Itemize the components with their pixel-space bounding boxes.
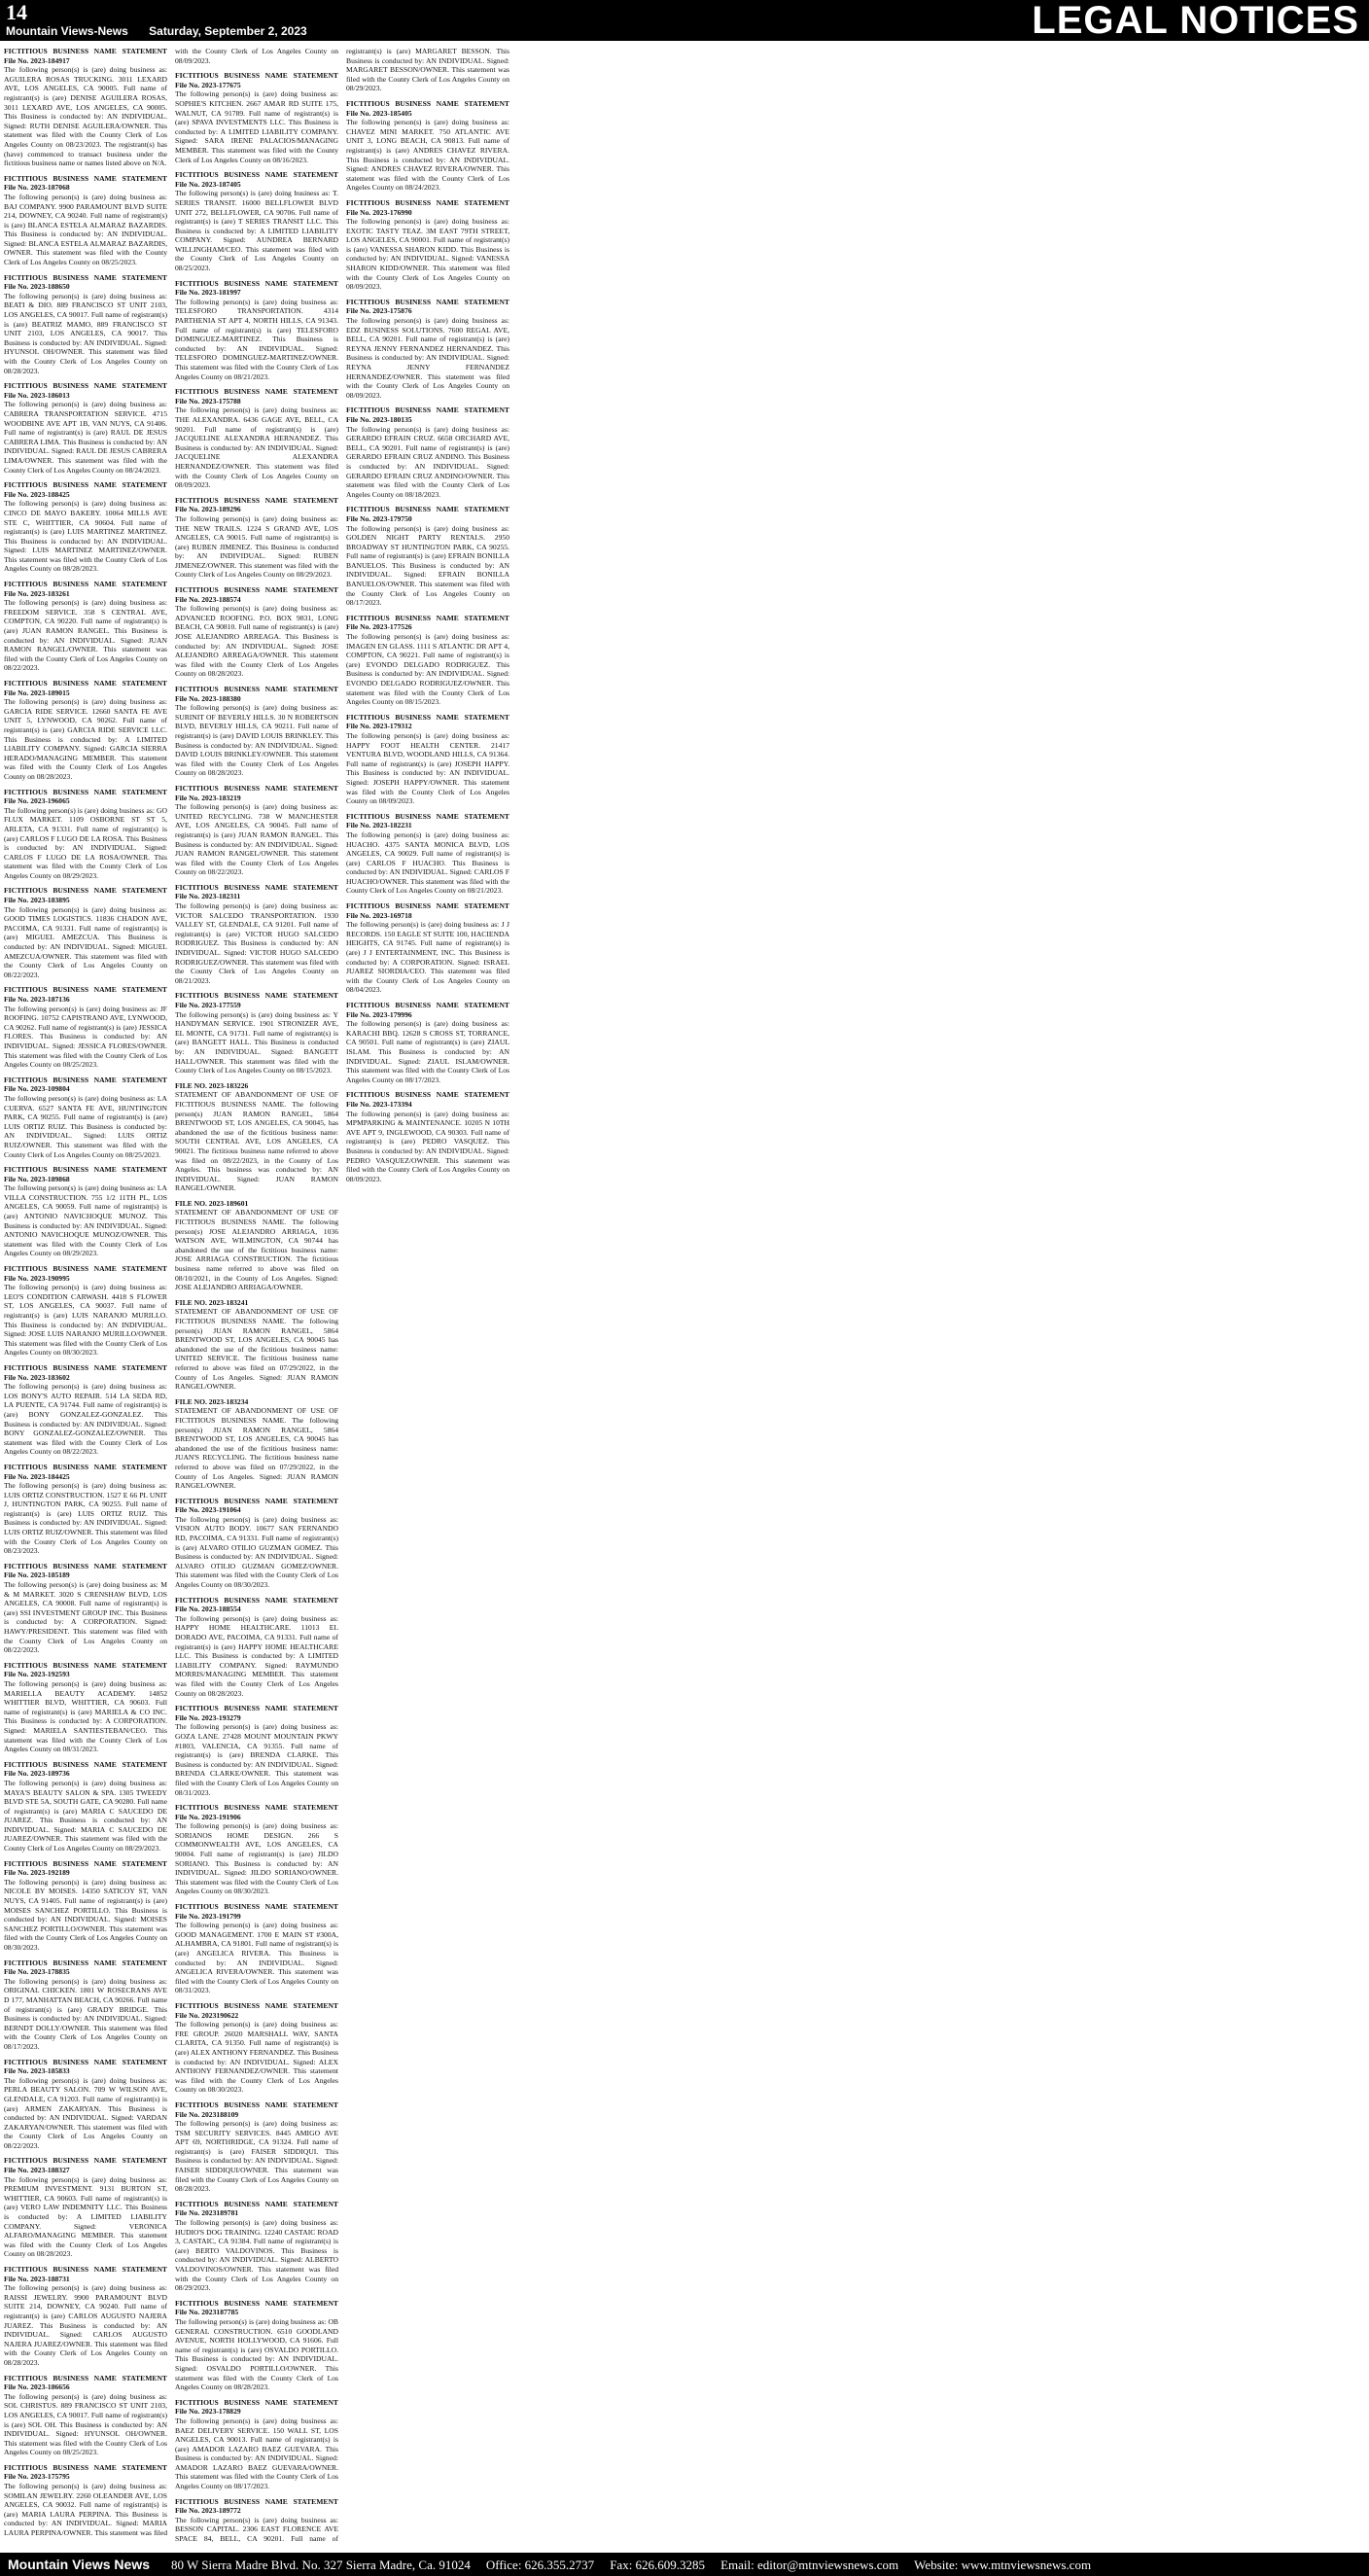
legal-notice <box>346 505 509 608</box>
notice-body: The following person(s) is (are) doing business as: HUACHO. 4375 SANTA MONICA BLVD, LOS ANGELES, CA 90029. Full name of registrant(s) is (are) CARLOS F HUACHO. This Business is conducted by: AN INDIVIDUAL. Signed: CARLOS F HUACHO/OWNER. This statement was filed with the County Clerk of Los Angeles County on 08/21/2023. <box>346 829 509 896</box>
notice-title: FICTITIOUS BUSINESS NAME STATEMENT File No. 2023-178829 <box>175 2397 338 2417</box>
legal-notice <box>4 1264 167 1358</box>
notice-title: FICTITIOUS BUSINESS NAME STATEMENT File No. 2023-175876 <box>346 297 509 316</box>
notice-body: The following person(s) is (are) doing business as: VICTOR SALCEDO TRANSPORTATION. 1930 VALLEY ST, GLENDALE, CA 91201. Full name of registrant(s) is (are) VICTOR HUGO SALCEDO RODRIGUEZ. This Business is conducted by: AN INDIVIDUAL. Signed: VICTOR HUGO SALCEDO RODRIGUEZ/OWNER. This statement was filed with the County Clerk of Los Angeles County on 08/21/2023. <box>175 901 338 985</box>
notice-title: FICTITIOUS BUSINESS NAME STATEMENT File No. 2023-184917 <box>4 47 167 65</box>
page-header <box>0 0 1369 41</box>
notice-body: The following person(s) is (are) doing business as: GOLDEN NIGHT PARTY RENTALS. 2950 BROADWAY ST HUNTINGTON PARK, CA 90255. Full name of registrant(s) is (are) EFRAIN BONILLA BANUELOS. This Business is conducted by: AN INDIVIDUAL. Signed: EFRAIN BONILLA BANUELOS/OWNER. This statement was filed with the County Clerk of Los Angeles County on 08/17/2023. <box>346 523 509 608</box>
notice-body: The following person(s) is (are) doing business as: J J RECORDS. 150 EAGLE ST SUITE 100, HACIENDA HEIGHTS, CA 91745. Full name of registrant(s) is (are) J J ENTERTAINMENT, INC. This Business is conducted by: A CORPORATION. Signed: ISRAEL JUAREZ SIORDIA/CEO. This statement was filed with the County Clerk of Los Angeles County on 08/04/2023. <box>346 920 509 995</box>
notice-title: FILE NO. 2023-183226 <box>175 1080 249 1090</box>
legal-notice <box>4 47 167 168</box>
notice-title: FICTITIOUS BUSINESS NAME STATEMENT File No. 2023-185833 <box>4 2057 167 2076</box>
notice-title: FILE NO. 2023-183234 <box>175 1396 249 1406</box>
legal-notice <box>4 1165 167 1258</box>
notice-body: The following person(s) is (are) doing business as: UNITED RECYCLING. 738 W MANCHESTER AVE, LOS ANGELES, CA 90045. Full name of registrant(s) is (are) JUAN RAMON RANGEL. This Business is conducted by: AN INDIVIDUAL. Signed: JUAN RAMON RANGEL/OWNER. This statement was filed with the County Clerk of Los Angeles County on 08/22/2023. <box>175 802 338 877</box>
legal-notice <box>346 298 509 401</box>
notice-body: The following person(s) is (are) doing business as: ORIGINAL CHICKEN. 1801 W ROSECRANS AVE D 177, MANHATTAN BEACH, CA 90266. Full name of registrant(s) is (are) GRADY BRIDGE. This Business is conducted by: AN INDIVIDUAL. Signed: BERNDT DOLLY/OWNER. This statement was filed with the County Clerk of Los Angeles County on 08/17/2023. <box>4 1976 167 2051</box>
notice-title: FICTITIOUS BUSINESS NAME STATEMENT File No. 2023-196065 <box>4 787 167 806</box>
notice-title: FICTITIOUS BUSINESS NAME STATEMENT File No. 2023-189868 <box>4 1165 167 1183</box>
notice-body: The following person(s) is (are) doing business as: TELESFORO TRANSPORTATION. 4314 PARTHENIA ST APT 4, NORTH HILLS, CA 91343. Full name of registrant(s) is (are) TELESFORO DOMINGUEZ-MARTINEZ. This Business is conducted by: AN INDIVIDUAL. Signed: TELESFORO DOMINGUEZ-MARTINEZ/OWNER. This statement was filed with the County Clerk of Los Angeles County on 08/21/2023. <box>175 297 338 381</box>
legal-notice <box>346 614 509 707</box>
notice-body: The following person(s) is (are) doing business as: GOZA LANE. 27428 MOUNT MOUNTAIN PKWY #1803, VALENCIA, CA 91355. Full name of registrant(s) is (are) BRENDA CLARKE. This Business is conducted by: AN INDIVIDUAL. Signed: BRENDA CLARKE/OWNER. This statement was filed with the County Clerk of Los Angeles County on 08/31/2023. <box>175 1722 338 1797</box>
legal-notice <box>4 886 167 979</box>
legal-notice <box>175 1704 338 1797</box>
notice-title: FICTITIOUS BUSINESS NAME STATEMENT File No. 2023-179750 <box>346 505 509 523</box>
notice-body: The following person(s) is (are) doing business as: M & M MARKET. 3020 S CRENSHAW BLVD, LOS ANGELES, CA 90008. Full name of registrant(s) is (are) SSI INVESTMENT GROUP INC. This Business is conducted by: A CORPORATION. Signed: HAWY/PRESIDENT. This statement was filed with the County Clerk of Los Angeles County on 08/22/2023. <box>4 1580 167 1655</box>
notice-title: FICTITIOUS BUSINESS NAME STATEMENT File No. 2023-177526 <box>346 613 509 632</box>
legal-notice <box>175 1081 338 1193</box>
footer-email[interactable]: Email: editor@mtnviewsnews.com <box>720 2558 899 2572</box>
notice-title: FILE NO. 2023-189601 <box>175 1198 249 1208</box>
notice-title: FICTITIOUS BUSINESS NAME STATEMENT File No. 2023-191906 <box>175 1803 338 1821</box>
notice-body: The following person(s) is (are) doing business as: GOOD TIMES LOGISTICS. 11836 CHADON AVE, PACOIMA, CA 91331. Full name of registrant(s) is (are) MIGUEL AMEZCUA. This Business is conducted by: AN INDIVIDUAL. Signed: MIGUEL AMEZCUA/OWNER. This statement was filed with the County Clerk of Los Angeles County on 08/22/2023. <box>4 904 167 979</box>
legal-notice <box>175 71 338 164</box>
footer-address: 80 W Sierra Madre Blvd. No. 327 Sierra Madre, Ca. 91024 <box>171 2558 471 2572</box>
notice-title: FICTITIOUS BUSINESS NAME STATEMENT File No. 2023188109 <box>175 2100 338 2119</box>
legal-notice <box>175 387 338 490</box>
notice-title: FICTITIOUS BUSINESS NAME STATEMENT File No. 2023-183895 <box>4 886 167 905</box>
notice-body: The following person(s) is (are) doing business as: EDZ BUSINESS SOLUTIONS. 7600 REGAL AVE, BELL, CA 90201. Full name of registrant(s) is (are) REYNA JENNY FERNANDEZ HERNANDEZ. This Business is conducted by: AN INDIVIDUAL. Signed: REYNA JENNY FERNANDEZ HERNANDEZ/OWNER. This statement was filed with the County Clerk of Los Angeles County on 08/09/2023. <box>346 316 509 400</box>
legal-notice <box>346 1090 509 1183</box>
notice-title: FICTITIOUS BUSINESS NAME STATEMENT File No. 2023-188380 <box>175 685 338 703</box>
notice-title: FICTITIOUS BUSINESS NAME STATEMENT File No. 2023-192189 <box>4 1858 167 1878</box>
notice-body: The following person(s) is (are) doing business as: MPMPARKING & MAINTENANCE. 10205 N 10TH AVE APT 9, INGLEWOOD, CA 90303. Full name of registrant(s) is (are) PEDRO VASQUEZ. This Business is conducted by: AN INDIVIDUAL. Signed: PEDRO VASQUEZ/OWNER. This statement was filed with the County Clerk of Los Angeles County on 08/09/2023. <box>346 1109 509 1183</box>
notice-body: The following person(s) is (are) doing business as: BAEZ DELIVERY SERVICE. 150 WALL ST, LOS ANGELES, CA 90013. Full name of registrant(s) is (are) AMADOR LAZARO BAEZ GUEVARA. This Business is conducted by: AN INDIVIDUAL. Signed: AMADOR LAZARO BAEZ GUEVARA/OWNER. This statement was filed with the County Clerk of Los Angeles County on 08/17/2023. <box>175 2416 338 2491</box>
legal-notice <box>175 685 338 778</box>
notice-body: The following person(s) is (are) doing business as: JF ROOFING. 10752 CAPISTRANO AVE, LYNWOOD, CA 90262. Full name of registrant(s) is (are) JESSICA FLORES. This Business is conducted by: AN INDIVIDUAL. Signed: JESSICA FLORES/OWNER. This statement was filed with the County Clerk of Los Angeles County on 08/25/2023. <box>4 1004 167 1070</box>
issue-date: Saturday, September 2, 2023 <box>149 24 307 38</box>
notice-title: FILE NO. 2023-183241 <box>175 1297 249 1307</box>
page-number: 14 <box>6 0 27 24</box>
notice-body: The following person(s) is (are) doing business as: HAPPY HOME HEALTHCARE. 11013 EL DORADO AVE, PACOIMA, CA 91331. Full name of registrant(s) is (are) HAPPY HOME HEALTHCARE LLC. This Business is conducted by: A LIMITED LIABILITY COMPANY. Signed: RAYMUNDO MORRIS/MANAGING MEMBER. This statement was filed with the County Clerk of Los Angeles County on 08/28/2023. <box>175 1613 338 1698</box>
legal-notice <box>4 480 167 574</box>
legal-notice <box>175 1497 338 1590</box>
notice-body: The following person(s) is (are) doing business as: OB GENERAL CONSTRUCTION. 6510 GOODLAND AVENUE, NORTH HOLLYWOOD, CA 91606. Full name of registrant(s) is (are) OSVALDO PORTILLO. This Business is conducted by: AN INDIVIDUAL. Signed: OSVALDO PORTILLO/OWNER. This statement was filed with the County Clerk of Los Angeles County on 08/28/2023. <box>175 2316 338 2392</box>
legal-notice <box>346 1001 509 1084</box>
legal-notice <box>346 901 509 995</box>
notice-body: The following person(s) is (are) doing business as: THE ALEXANDRA. 6436 GAGE AVE, BELL, CA 90201. Full name of registrant(s) is (are) JACQUELINE ALEXANDRA HERNANDEZ. This Business is conducted by: AN INDIVIDUAL. Signed: JACQUELINE ALEXANDRA HERNANDEZ/OWNER. This statement was filed with the County Clerk of Los Angeles County on 08/09/2023. <box>175 406 338 490</box>
legal-notice <box>175 784 338 877</box>
notice-title: FICTITIOUS BUSINESS NAME STATEMENT File No. 2023-109804 <box>4 1075 167 1094</box>
notice-title: FICTITIOUS BUSINESS NAME STATEMENT File No. 2023-183261 <box>4 580 167 598</box>
legal-notice <box>175 2100 338 2194</box>
legal-notice <box>175 2001 338 2095</box>
notice-body: The following person(s) is (are) doing business as: SURINIT OF BEVERLY HILLS. 30 N ROBERTSON BLVD, BEVERLY HILLS, CA 90211. Full name of registrant(s) is (are) DAVID LOUIS BRINKLEY. This Business is conducted by: AN INDIVIDUAL. Signed: DAVID LOUIS BRINKLEY/OWNER. This statement was filed with the County Clerk of Los Angeles County on 08/28/2023. <box>175 703 338 778</box>
notice-body: The following person(s) is (are) doing business as: SOMILAN JEWELRY. 2260 OLEANDER AVE, LOS ANGELES, CA 90032. Full name of registrant(s) is (are) MARIA LAURA PERPINA. This Business is conducted by: AN INDIVIDUAL. Signed: MARIA LAURA PERPINA/OWNER. This statement was filed with the County Clerk of Los Angeles County on 08/09/2023. <box>4 47 338 2538</box>
legal-notice <box>4 381 167 475</box>
legal-notice <box>175 2398 338 2491</box>
publication-name: Mountain Views-News <box>6 24 128 38</box>
notice-body: The following person(s) is (are) doing business as: ADVANCED ROOFING. P.O. BOX 9831, LONG BEACH, CA 90810. Full name of registrant(s) is (are) JOSE ALEJANDRO ARREAGA. This Business is conducted by: AN INDIVIDUAL. Signed: JOSE ALEJANDRO ARREAGA/OWNER. This statement was filed with the County Clerk of Los Angeles County on 08/28/2023. <box>175 604 338 679</box>
legal-notice <box>175 1596 338 1699</box>
legal-notice <box>4 2374 167 2457</box>
legal-notice <box>175 170 338 273</box>
notice-body: The following person(s) is (are) doing business as: SOPHIE'S KITCHEN. 2667 AMAR RD SUITE 175, WALNUT, CA 91789. Full name of registrant(s) is (are) SPAVA INVESTMENTS LLC. This Business is conducted by: A LIMITED LIABILITY COMPANY. Signed: SARA IRENE PALACIOS/MANAGING MEMBER. This statement was filed with the County Clerk of Los Angeles County on 08/16/2023. <box>175 89 338 164</box>
legal-notice <box>4 1760 167 1853</box>
notice-body: The following person(s) is (are) doing business as: IMAGEN EN GLASS. 1111 S ATLANTIC DR APT 4, COMPTON, CA 90221. Full name of registrant(s) is (are) EVONDO DELGADO RODRIGUEZ. This Business is conducted by: AN INDIVIDUAL. Signed: EVONDO DELGADO RODRIGUEZ/OWNER. This statement was filed with the County Clerk of Los Angeles County on 08/15/2023. <box>346 632 509 707</box>
notice-title: FICTITIOUS BUSINESS NAME STATEMENT File No. 2023-188554 <box>175 1595 338 1614</box>
header-left <box>6 2 327 39</box>
notice-title: FICTITIOUS BUSINESS NAME STATEMENT File No. 2023-182231 <box>346 811 509 830</box>
notice-body: The following person(s) is (are) doing business as: PREMIUM INVESTMENT. 9131 BURTON ST, WHITTIER, CA 90603. Full name of registrant(s) is (are) VERO LAW INDEMNITY LLC. This Business is conducted by: A LIMITED LIABILITY COMPANY. Signed: VERONICA ALFARO/MANAGING MEMBER. This statement was filed with the County Clerk of Los Angeles County on 08/28/2023. <box>4 2174 167 2259</box>
notice-title: FICTITIOUS BUSINESS NAME STATEMENT File No. 2023-169718 <box>346 901 509 920</box>
notice-body: The following person(s) is (are) doing business as: CINCO DE MAYO BAKERY. 10064 MILLS AVE STE C, WHITTIER, CA 90604. Full name of registrant(s) is (are) LUIS MARTINEZ MARTINEZ. This Business is conducted by: AN INDIVIDUAL. Signed: LUIS MARTINEZ MARTINEZ/OWNER. This statement was filed with the County Clerk of Los Angeles County on 08/28/2023. <box>4 499 167 574</box>
notices-columns <box>4 47 1365 2546</box>
notice-body: STATEMENT OF ABANDONMENT OF USE OF FICTITIOUS BUSINESS NAME. The following person(s) JUAN RAMON RANGEL, 5864 BRENTWOOD ST, LOS ANGELES, CA 90045, has abandoned the use of the fictitious business name: SOUTH CENTRAL AVE, LOS ANGELES, CA 90021. The fictitious business name referred to above was filed on 08/22/2023, in the County of Los Angeles. This business was conducted by: AN INDIVIDUAL. Signed: JUAN RAMON RANGEL/OWNER. <box>175 1090 338 1193</box>
legal-notice <box>4 788 167 881</box>
notice-title: FICTITIOUS BUSINESS NAME STATEMENT File No. 2023-187136 <box>4 985 167 1004</box>
footer-office-phone: Office: 626.355.2737 <box>485 2558 595 2572</box>
section-title: LEGAL NOTICES <box>1032 0 1359 42</box>
legal-notice <box>4 985 167 1069</box>
notice-title: FICTITIOUS BUSINESS NAME STATEMENT File No. 2023-187068 <box>4 173 167 193</box>
legal-notice <box>4 1463 167 1556</box>
notice-title: FICTITIOUS BUSINESS NAME STATEMENT File No. 2023-189296 <box>175 495 338 514</box>
notice-body: The following person(s) is (are) doing business as: GO FLUX MARKET. 1109 OSBORNE ST ST 5, ARLETA, CA 91331. Full name of registrant(s) is (are) CARLOS F LUGO DE LA ROSA. This Business is conducted by: AN INDIVIDUAL. Signed: CARLOS F LUGO DE LA ROSA/OWNER. This statement was filed with the County Clerk of Los Angeles County on 08/29/2023. <box>4 805 167 880</box>
notice-body: The following person(s) is (are) doing business as: SOL CHRISTUS. 889 FRANCISCO ST UNIT 2103, LOS ANGELES, CA 90017. Full name of registrant(s) is (are) SOL OH. This Business is conducted by: AN INDIVIDUAL. Signed: HYUNSOL OH/OWNER. This statement was filed with the County Clerk of Los Angeles County on 08/25/2023. <box>4 2391 167 2457</box>
notice-body: The following person(s) is (are) doing business as: NICOLE BY MOISES. 14350 SATICOY ST, VAN NUYS, CA 91405. Full name of registrant(s) is (are) MOISES SANCHEZ PORTILLO. This Business is conducted by: AN INDIVIDUAL. Signed: MOISES SANCHEZ PORTILLO/OWNER. This statement was filed with the County Clerk of Los Angeles County on 08/30/2023. <box>4 1877 167 1952</box>
notice-body: The following person(s) is (are) doing business as: BEATI & DIO. 889 FRANCISCO ST UNIT 2103, LOS ANGELES, CA 90017. Full name of registrant(s) is (are) BEATRIZ MAMO, 889 FRANCISCO ST UNIT 2103, LOS ANGELES, CA 90017. This Business is conducted by: AN INDIVIDUAL. Signed: HYUNSOL OH/OWNER. This statement was filed with the County Clerk of Los Angeles County on 08/28/2023. <box>4 291 167 375</box>
notice-title: FICTITIOUS BUSINESS NAME STATEMENT File No. 2023-181997 <box>175 278 338 298</box>
notice-body: The following person(s) is (are) doing business as: AGUILERA ROSAS TRUCKING. 3011 LEXARD AVE, LOS ANGELES, CA 90005. Full name of registrant(s) is (are) DENISE AGUILERA ROSAS, 3011 LEXARD AVE, LOS ANGELES, CA 90005. This Business is conducted by: AN INDIVIDUAL. Signed: RUTH DENISE AGUILERA/OWNER. This statement was filed with the County Clerk of Los Angeles County on 08/23/2023. The registrant(s) has (have) commenced to transact business under the fictitious business name or names listed above on N/A. <box>4 65 167 168</box>
notice-body: The following person(s) is (are) doing business as: FRE GROUP. 26020 MARSHALL WAY, SANTA CLARITA, CA 91350. Full name of registrant(s) is (are) ALEX ANTHONY FERNANDEZ. This Business is conducted by: AN INDIVIDUAL. Signed: ALEX ANTHONY FERNANDEZ/OWNER. This statement was filed with the County Clerk of Los Angeles County on 08/30/2023. <box>175 2020 338 2095</box>
legal-notice <box>4 2156 167 2259</box>
notice-title: FICTITIOUS BUSINESS NAME STATEMENT File No. 2023-188327 <box>4 2156 167 2175</box>
notice-body: The following person(s) is (are) doing business as: HUDIO'S DOG TRAINING. 12240 CASTAIC ROAD 3, CASTAIC, CA 91384. Full name of registrant(s) is (are) BERTO VALDOVINOS. This Business is conducted by: AN INDIVIDUAL. Signed: ALBERTO VALDOVINOS/OWNER. This statement was filed with the County Clerk of Los Angeles County on 08/29/2023. <box>175 2218 338 2293</box>
notice-body: The following person(s) is (are) doing business as: LUIS ORTIZ CONSTRUCTION. 1527 E 66 PL UNIT J, HUNTINGTON PARK, CA 90255. Full name of registrant(s) is (are) LUIS ORTIZ RUIZ. This Business is conducted by: AN INDIVIDUAL. Signed: LUIS ORTIZ RUIZ/OWNER. This statement was filed with the County Clerk of Los Angeles County on 08/23/2023. <box>4 1481 167 1556</box>
notice-title: FICTITIOUS BUSINESS NAME STATEMENT File No. 2023-190995 <box>4 1264 167 1283</box>
legal-notice <box>346 406 509 499</box>
notice-body: The following person(s) is (are) doing business as: SORIANOS HOME DESIGN. 266 S COMMONWEALTH AVE, LOS ANGELES, CA 90004. Full name of registrant(s) is (are) JILDO SORIANO. This Business is conducted by: AN INDIVIDUAL. Signed: JILDO SORIANO/OWNER. This statement was filed with the County Clerk of Los Angeles County on 08/30/2023. <box>175 1821 338 1896</box>
legal-notice <box>175 2299 338 2392</box>
legal-notice <box>175 2200 338 2293</box>
legal-notice <box>4 2265 167 2368</box>
notice-body: The following person(s) is (are) doing business as: BESSON CAPITAL. 2306 EAST FLORENCE AVE SPACE 84, BELL, CA 90201. Full name of registrant(s) is (are) MARGARET BESSON. This Business is conducted by: AN INDIVIDUAL. Signed: MARGARET BESSON/OWNER. This statement was filed with the County Clerk of Los Angeles County on 08/29/2023. <box>175 47 509 2544</box>
notice-title: FICTITIOUS BUSINESS NAME STATEMENT File No. 2023-193279 <box>175 1704 338 1722</box>
notice-title: FICTITIOUS BUSINESS NAME STATEMENT File No. 2023-175795 <box>4 2462 167 2482</box>
legal-notice <box>346 812 509 896</box>
footer-fax: Fax: 626.609.3285 <box>610 2558 706 2572</box>
notice-title: FICTITIOUS BUSINESS NAME STATEMENT File No. 2023-189015 <box>4 679 167 697</box>
legal-notice <box>4 2058 167 2151</box>
legal-notice <box>175 1902 338 1995</box>
legal-notice <box>175 279 338 382</box>
notice-title: FICTITIOUS BUSINESS NAME STATEMENT File No. 2023-178835 <box>4 1958 167 1977</box>
legal-notice <box>175 496 338 580</box>
notice-body: The following person(s) is (are) doing business as: KARACHI BBQ. 12628 S CROSS ST, TORRANCE, CA 90501. Full name of registrant(s) is (are) ZIAUL ISLAM. This Business is conducted by: AN INDIVIDUAL. Signed: ZIAUL ISLAM/OWNER. This statement was filed with the County Clerk of Los Angeles County on 08/17/2023. <box>346 1019 509 1084</box>
notice-title: FICTITIOUS BUSINESS NAME STATEMENT File No. 2023-188731 <box>4 2265 167 2283</box>
notice-title: FICTITIOUS BUSINESS NAME STATEMENT File No. 2023190622 <box>175 2000 338 2020</box>
notice-body: The following person(s) is (are) doing business as: RAISSI JEWELRY. 9900 PARAMOUNT BLVD SUITE 214, DOWNEY, CA 90240. Full name of registrant(s) is (are) CARLOS AUGUSTO NAJERA JUAREZ. This Business is conducted by: AN INDIVIDUAL. Signed: CARLOS AUGUSTO NAJERA JUAREZ/OWNER. This statement was filed with the County Clerk of Los Angeles County on 08/28/2023. <box>4 2283 167 2367</box>
notice-title: FICTITIOUS BUSINESS NAME STATEMENT File No. 2023-175788 <box>175 387 338 406</box>
legal-notice <box>4 174 167 267</box>
legal-notice <box>346 99 509 193</box>
notice-title: FICTITIOUS BUSINESS NAME STATEMENT File No. 2023-179312 <box>346 712 509 731</box>
notice-title: FICTITIOUS BUSINESS NAME STATEMENT File No. 2023-187405 <box>175 170 338 189</box>
footer-website[interactable]: Website: www.mtnviewsnews.com <box>914 2558 1092 2572</box>
notice-body: The following person(s) is (are) doing business as: LOS BONY'S AUTO REPAIR. 514 LA SEDA RD, LA PUENTE, CA 91744. Full name of registrant(s) is (are) BONY GONZALEZ-GONZALEZ. This Business is conducted by: AN INDIVIDUAL. Signed: BONY GONZALEZ-GONZALEZ/OWNER. This statement was filed with the County Clerk of Los Angeles County on 08/22/2023. <box>4 1382 167 1457</box>
notice-body: The following person(s) is (are) doing business as: TSM SECURITY SERVICES. 8445 AMIGO AVE APT 69, NORTHRIDGE, CA 91324. Full name of registrant(s) is (are) FAISER SIDDIQUI. This Business is conducted by: AN INDIVIDUAL. Signed: FAISER SIDDIQUI/OWNER. This statement was filed with the County Clerk of Los Angeles County on 08/28/2023. <box>175 2119 338 2194</box>
notice-title: FICTITIOUS BUSINESS NAME STATEMENT File No. 2023-177559 <box>175 991 338 1009</box>
notice-title: FICTITIOUS BUSINESS NAME STATEMENT File No. 2023-183219 <box>175 783 338 802</box>
notice-body: The following person(s) is (are) doing business as: GOOD MANAGEMENT. 1700 E MAIN ST #300A, ALHAMBRA, CA 91801. Full name of registrant(s) is (are) ANGELICA RIVERA. This Business is conducted by: AN INDIVIDUAL. Signed: ANGELICA RIVERA/OWNER. This statement was filed with the County Clerk of Los Angeles County on 08/31/2023. <box>175 1921 338 1995</box>
footer-brand: Mountain Views News <box>8 2557 150 2572</box>
legal-notice <box>4 1562 167 1655</box>
legal-notice <box>4 1076 167 1159</box>
notice-body: The following person(s) is (are) doing business as: T. SERIES TRANSIT. 16000 BELLFLOWER BLVD UNIT 272, BELLFLOWER, CA 90706. Full name of registrant(s) is (are) T SERIES TRANSIT LLC. This Business is conducted by: A LIMITED LIABILITY COMPANY. Signed: AUNDREA BERNARD WILLINGHAM/CEO. This statement was filed with the County Clerk of Los Angeles County on 08/25/2023. <box>175 189 338 273</box>
notice-body: The following person(s) is (are) doing business as: LA CUERVA. 6527 SANTA FE AVE, HUNTINGTON PARK, CA 90255. Full name of registrant(s) is (are) LUIS ORTIZ RUIZ. This Business is conducted by: AN INDIVIDUAL. Signed: LUIS ORTIZ RUIZ/OWNER. This statement was filed with the County Clerk of Los Angeles County on 08/25/2023. <box>4 1093 167 1159</box>
legal-notice <box>175 585 338 679</box>
legal-notice <box>175 1397 338 1491</box>
notice-body: The following person(s) is (are) doing business as: GARCIA RIDE SERVICE. 12660 SANTA FE AVE UNIT 5, LYNWOOD, CA 90262. Full name of registrant(s) is (are) GARCIA RIDE SERVICE LLC. This Business is conducted by: A LIMITED LIABILITY COMPANY. Signed: GARCIA SIERRA HERADO/MANAGING MEMBER. This statement was filed with the County Clerk of Los Angeles County on 08/28/2023. <box>4 697 167 781</box>
notice-title: FICTITIOUS BUSINESS NAME STATEMENT File No. 2023-191799 <box>175 1902 338 1921</box>
notice-body: The following person(s) is (are) doing business as: HAPPY FOOT HEALTH CENTER. 21417 VENTURA BLVD, WOODLAND HILLS, CA 91364. Full name of registrant(s) is (are) JOSEPH HAPPY. This Business is conducted by: AN INDIVIDUAL. Signed: JOSEPH HAPPY/OWNER. This statement was filed with the County Clerk of Los Angeles County on 08/09/2023. <box>346 730 509 806</box>
notice-title: FICTITIOUS BUSINESS NAME STATEMENT File No. 2023-191064 <box>175 1496 338 1515</box>
page-footer <box>0 2553 1369 2576</box>
notice-body: The following person(s) is (are) doing business as: MARIELLA BEAUTY ACADEMY. 14852 WHITTIER BLVD, WHITTIER, CA 90603. Full name of registrant(s) is (are) MARIELA & CO INC. This Business is conducted by: A CORPORATION. Signed: MARIELA SANTIESTEBAN/CEO. This statement was filed with the County Clerk of Los Angeles County on 08/31/2023. <box>4 1678 167 1754</box>
notice-title: FICTITIOUS BUSINESS NAME STATEMENT File No. 2023-185189 <box>4 1561 167 1580</box>
notice-title: FICTITIOUS BUSINESS NAME STATEMENT File No. 2023-180135 <box>346 406 509 424</box>
legal-notice <box>4 580 167 673</box>
legal-notice <box>175 1199 338 1292</box>
notice-title: FICTITIOUS BUSINESS NAME STATEMENT File No. 2023189781 <box>175 2199 338 2218</box>
notice-title: FICTITIOUS BUSINESS NAME STATEMENT File No. 2023-188650 <box>4 272 167 292</box>
legal-notice <box>4 1859 167 1953</box>
legal-notice <box>175 1298 338 1392</box>
notice-body: The following person(s) is (are) doing business as: PERLA BEAUTY SALON. 709 W WILSON AVE, GLENDALE, CA 91203. Full name of registrant(s) is (are) ARMEN ZAKARYAN. This Business is conducted by: AN INDIVIDUAL. Signed: VARDAN ZAKARYAN/OWNER. This statement was filed with the County Clerk of Los Angeles County on 08/22/2023. <box>4 2075 167 2150</box>
notice-body: The following person(s) is (are) doing business as: CHAVEZ MINI MARKET. 750 ATLANTIC AVE UNIT 3, LONG BEACH, CA 90813. Full name of registrant(s) is (are) ANDRES CHAVEZ RIVERA. This Business is conducted by: AN INDIVIDUAL. Signed: ANDRES CHAVEZ RIVERA/OWNER. This statement was filed with the County Clerk of Los Angeles County on 08/24/2023. <box>346 118 509 193</box>
notice-title: FICTITIOUS BUSINESS NAME STATEMENT File No. 2023-173394 <box>346 1090 509 1109</box>
header-subline <box>6 23 327 39</box>
notice-body: The following person(s) is (are) doing business as: LEO'S CONDITION CARWASH. 4418 S FLOWER ST, LOS ANGELES, CA 90037. Full name of registrant(s) is (are) LUIS NARANJO MURILLO. This Business is conducted by: AN INDIVIDUAL. Signed: JOSE LUIS NARANJO MURILLO/OWNER. This statement was filed with the County Clerk of Los Angeles County on 08/30/2023. <box>4 1283 167 1358</box>
notice-title: FICTITIOUS BUSINESS NAME STATEMENT File No. 2023-184425 <box>4 1462 167 1481</box>
notice-body: The following person(s) is (are) doing business as: VISION AUTO BODY. 10677 SAN FERNANDO RD, PACOIMA, CA 91331. Full name of registrant(s) is (are) ALVARO OTILIO GUZMAN GOMEZ. This Business is conducted by: AN INDIVIDUAL. Signed: ALVARO OTILIO GUZMAN GOMEZ/OWNER. This statement was filed with the County Clerk of Los Angeles County on 08/30/2023. <box>175 1514 338 1590</box>
notice-body: The following person(s) is (are) doing business as: FREEDOM SERVICE. 358 S CENTRAL AVE, COMPTON, CA 90220. Full name of registrant(s) is (are) JUAN RAMON RANGEL. This Business is conducted by: AN INDIVIDUAL. Signed: JUAN RAMON RANGEL/OWNER. This statement was filed with the County Clerk of Los Angeles County on 08/22/2023. <box>4 598 167 673</box>
notice-title: FICTITIOUS BUSINESS NAME STATEMENT File No. 2023-185405 <box>346 98 509 118</box>
notice-body: The following person(s) is (are) doing business as: Y HANDYMAN SERVICE. 1901 STRONIZER AVE, EL MONTE, CA 91731. Full name of registrant(s) is (are) BANGETT HALL. This Business is conducted by: AN INDIVIDUAL. Signed: BANGETT HALL/OWNER. This statement was filed with the County Clerk of Los Angeles County on 08/15/2023. <box>175 1009 338 1076</box>
notice-title: FICTITIOUS BUSINESS NAME STATEMENT File No. 2023-176990 <box>346 197 509 217</box>
legal-notice <box>4 679 167 782</box>
notice-title: FICTITIOUS BUSINESS NAME STATEMENT File No. 2023-183602 <box>4 1362 167 1382</box>
notice-body: The following person(s) is (are) doing business as: GERARDO EFRAIN CRUZ. 6658 ORCHARD AVE, BELL, CA 90201. Full name of registrant(s) is (are) GERARDO EFRAIN CRUZ ANDINO. This Business is conducted by: AN INDIVIDUAL. Signed: GERARDO EFRAIN CRUZ ANDINO/OWNER. This statement was filed with the County Clerk of Los Angeles County on 08/18/2023. <box>346 424 509 499</box>
legal-notice <box>346 713 509 806</box>
notice-title: FICTITIOUS BUSINESS NAME STATEMENT File No. 2023-182311 <box>175 882 338 901</box>
notice-title: FICTITIOUS BUSINESS NAME STATEMENT File No. 2023-188425 <box>4 480 167 499</box>
notice-title: FICTITIOUS BUSINESS NAME STATEMENT File No. 2023-186656 <box>4 2373 167 2392</box>
notice-body: The following person(s) is (are) doing business as: BAJ COMPANY. 9900 PARAMOUNT BLVD SUITE 214, DOWNEY, CA 90240. Full name of registrant(s) is (are) BLANCA ESTELA ALMARAZ BAZARDIS. This Business is conducted by: AN INDIVIDUAL. Signed: BLANCA ESTELA ALMARAZ BAZARDIS, OWNER. This statement was filed with the County Clerk of Los Angeles County on 08/25/2023. <box>4 192 167 267</box>
notice-body: The following person(s) is (are) doing business as: MAYA'S BEAUTY SALON & SPA. 1305 TWEEDY BLVD STE 5A, SOUTH GATE, CA 90280. Full name of registrant(s) is (are) MARIA C SAUCEDO DE JUAREZ. This Business is conducted by: AN INDIVIDUAL. Signed: MARIA C SAUCEDO DE JUAREZ/OWNER. This statement was filed with the County Clerk of Los Angeles County on 08/29/2023. <box>4 1778 167 1853</box>
notice-body: STATEMENT OF ABANDONMENT OF USE OF FICTITIOUS BUSINESS NAME. The following person(s) JUAN RAMON RANGEL, 5864 BRENTWOOD ST, LOS ANGELES, CA 90045 has abandoned the use of the fictitious business name: UNITED SERVICE. The fictitious business name referred to above was filed on 07/29/2022, in the County of Los Angeles. Signed: JUAN RAMON RANGEL/OWNER. <box>175 1307 338 1392</box>
legal-notice <box>4 1661 167 1754</box>
notice-body: The following person(s) is (are) doing business as: THE NEW TRAILS. 1224 S GRAND AVE, LOS ANGELES, CA 90015. Full name of registrant(s) is (are) RUBEN JIMENEZ. This Business is conducted by: AN INDIVIDUAL. Signed: RUBEN JIMENEZ/OWNER. This statement was filed with the County Clerk of Los Angeles County on 08/29/2023. <box>175 513 338 580</box>
notice-title: FICTITIOUS BUSINESS NAME STATEMENT File No. 2023-189736 <box>4 1759 167 1779</box>
notice-body: The following person(s) is (are) doing business as: EXOTIC TASTY TEAZ. 3M EAST 79TH STREET, LOS ANGELES, CA 90001. Full name of registrant(s) is (are) VANESSA SHARON KIDD. This Business is conducted by: AN INDIVIDUAL. Signed: VANESSA SHARON KIDD/OWNER. This statement was filed with the County Clerk of Los Angeles County on 08/09/2023. <box>346 217 509 292</box>
notice-title: FICTITIOUS BUSINESS NAME STATEMENT File No. 2023187785 <box>175 2298 338 2317</box>
notice-title: FICTITIOUS BUSINESS NAME STATEMENT File No. 2023-179996 <box>346 1001 509 1019</box>
notice-body: STATEMENT OF ABANDONMENT OF USE OF FICTITIOUS BUSINESS NAME. The following person(s) JOSE ALEJANDRO ARRIAGA, 1036 WATSON AVE, WILMINGTON, CA 90744 has abandoned the use of the fictitious business name: JOSE ARRIAGA CONSTRUCTION. The fictitious business name referred to above was filed on 08/10/2021, in the County of Los Angeles. Signed: JOSE ALEJANDRO ARRIAGA/OWNER. <box>175 1208 338 1292</box>
legal-notice <box>4 1958 167 2052</box>
legal-notice <box>175 991 338 1075</box>
legal-notice <box>175 883 338 986</box>
notice-title: FICTITIOUS BUSINESS NAME STATEMENT File No. 2023-188574 <box>175 585 338 604</box>
notice-title: FICTITIOUS BUSINESS NAME STATEMENT File No. 2023-186013 <box>4 381 167 400</box>
legal-notice <box>4 1363 167 1457</box>
notice-title: FICTITIOUS BUSINESS NAME STATEMENT File No. 2023-177675 <box>175 71 338 89</box>
legal-notice <box>175 1803 338 1896</box>
notice-title: FICTITIOUS BUSINESS NAME STATEMENT File No. 2023-189772 <box>175 2496 338 2516</box>
legal-notice <box>4 273 167 376</box>
notice-body: The following person(s) is (are) doing business as: CABRERA TRANSPORTATION SERVICE. 4715 WOODBINE AVE APT 1B, VAN NUYS, CA 91406. Full name of registrant(s) is (are) RAUL DE JESUS CABRERA LIMA. This Business is conducted by: AN INDIVIDUAL. Signed: RAUL DE JESUS CABRERA LIMA/OWNER. This statement was filed with the County Clerk of Los Angeles County on 08/24/2023. <box>4 400 167 475</box>
notice-body: STATEMENT OF ABANDONMENT OF USE OF FICTITIOUS BUSINESS NAME. The following person(s) JUAN RAMON RANGEL, 5864 BRENTWOOD ST, LOS ANGELES, CA 90045 has abandoned the use of the fictitious business name: JUAN'S RECYCLING. The fictitious business name referred to above was filed on 07/29/2022, in the County of Los Angeles. Signed: JUAN RAMON RANGEL/OWNER. <box>175 1406 338 1491</box>
legal-notice <box>346 198 509 292</box>
notice-title: FICTITIOUS BUSINESS NAME STATEMENT File No. 2023-192593 <box>4 1660 167 1679</box>
notice-body: The following person(s) is (are) doing business as: LA VILLA CONSTRUCTION. 755 1/2 11TH PL, LOS ANGELES, CA 90059. Full name of registrant(s) is (are) ANTONIO NAVICHOQUE MUNOZ. This Business is conducted by: AN INDIVIDUAL. Signed: ANTONIO NAVICHOQUE MUNOZ/OWNER. This statement was filed with the County Clerk of Los Angeles County on 08/29/2023. <box>4 1183 167 1258</box>
